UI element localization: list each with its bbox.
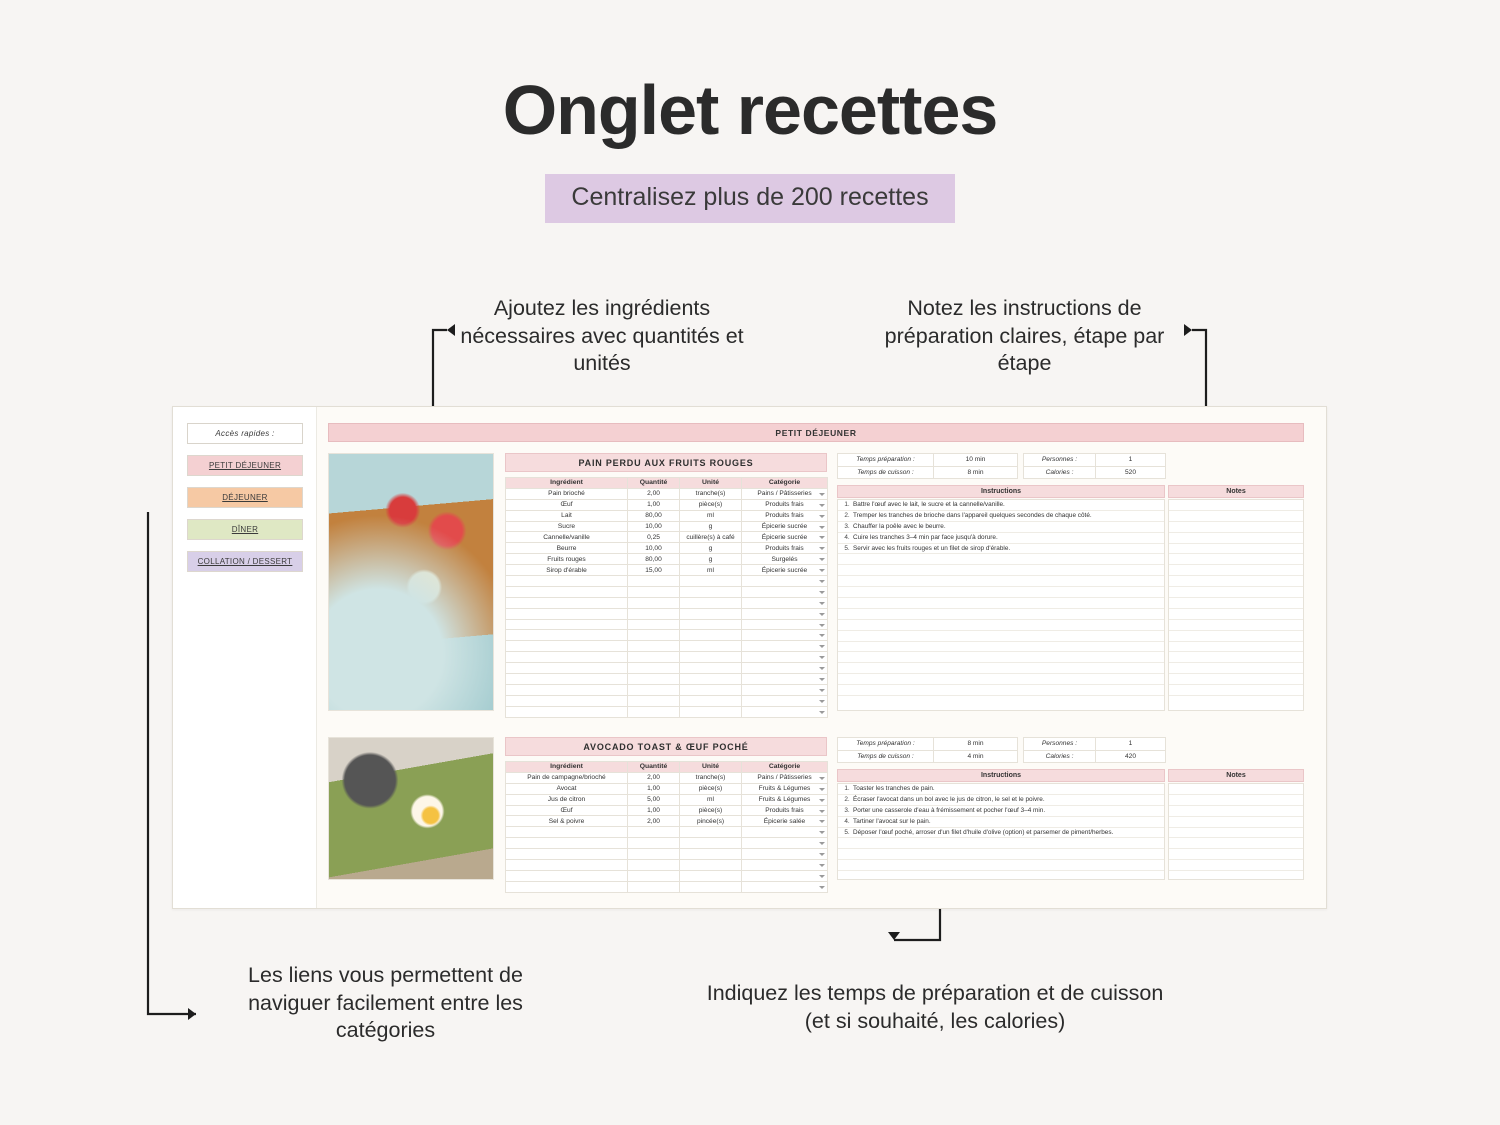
- instruction-row: [838, 860, 1164, 871]
- table-row: [506, 641, 828, 652]
- instruction-text[interactable]: Servir avec les fruits rouges et un filet de sirop d'érable.: [853, 545, 1011, 552]
- value-cook-time[interactable]: 4 min: [934, 750, 1018, 763]
- notes-row: [1169, 587, 1303, 598]
- table-row: Œuf 1,00 pièce(s) Produits frais: [506, 805, 828, 816]
- table-row: Lait 80,00 ml Produits frais: [506, 510, 828, 521]
- notes-row: [1169, 838, 1303, 849]
- table-row: [506, 881, 828, 892]
- step-number: 4.: [844, 818, 850, 826]
- col-categorie: Catégorie: [742, 762, 828, 773]
- table-row: [506, 597, 828, 608]
- table-row: Sel & poivre 2,00 pincée(s) Épicerie salée: [506, 816, 828, 827]
- col-quantite: Quantité: [628, 478, 680, 489]
- time-table[interactable]: [837, 737, 1018, 763]
- label-calories: Calories :: [1024, 466, 1096, 479]
- recipes-area: [317, 407, 1326, 908]
- value-prep-time[interactable]: 8 min: [934, 738, 1018, 751]
- instruction-text[interactable]: Battre l'œuf avec le lait, le sucre et la cannelle/vanille.: [853, 501, 1005, 509]
- sidebar-item-dejeuner[interactable]: DÉJEUNER: [187, 487, 303, 508]
- instruction-row: [838, 663, 1164, 674]
- table-row: Avocat 1,00 pièce(s) Fruits & Légumes: [506, 783, 828, 794]
- notes-row: [1169, 652, 1303, 663]
- table-row: Beurre 10,00 g Produits frais: [506, 543, 828, 554]
- label-prep-time: Temps préparation :: [838, 454, 934, 467]
- notes-row: [1169, 500, 1303, 511]
- table-row: [506, 663, 828, 674]
- page-subtitle: Centralisez plus de 200 recettes: [545, 174, 954, 223]
- table-row: Jus de citron 5,00 ml Fruits & Légumes: [506, 794, 828, 805]
- instruction-row: [838, 554, 1164, 565]
- table-row: [506, 860, 828, 871]
- annotation-links: Les liens vous permettent de naviguer facilement entre les catégories: [248, 963, 523, 1043]
- annotation-instructions: Notez les instructions de préparation claires, étape par étape: [884, 296, 1165, 376]
- notes-header: Notes: [1168, 769, 1304, 782]
- col-quantite: Quantité: [628, 762, 680, 773]
- table-row: [506, 586, 828, 597]
- notes-row: [1169, 860, 1303, 871]
- label-calories: Calories :: [1024, 750, 1096, 763]
- notes-row: [1169, 795, 1303, 806]
- table-row: Cannelle/vanille 0,25 cuillère(s) à café Épicerie sucrée: [506, 532, 828, 543]
- instruction-row: [838, 544, 1164, 555]
- table-row: [506, 608, 828, 619]
- notes-row: [1169, 554, 1303, 565]
- annotation-times: Indiquez les temps de préparation et de cuisson (et si souhaité, les calories): [706, 981, 1164, 1033]
- notes-header: Notes: [1168, 485, 1304, 498]
- table-row: [506, 870, 828, 881]
- label-servings: Personnes :: [1024, 738, 1096, 751]
- col-ingredient: Ingrédient: [506, 762, 628, 773]
- value-servings[interactable]: 1: [1096, 738, 1166, 751]
- table-row: [506, 619, 828, 630]
- sidebar-item-diner[interactable]: DÎNER: [187, 519, 303, 540]
- notes-row: [1169, 511, 1303, 522]
- step-number: 5.: [844, 829, 850, 836]
- quick-access-title: Accès rapides :: [187, 423, 303, 444]
- instruction-row: [838, 587, 1164, 598]
- spreadsheet-window[interactable]: [172, 406, 1327, 909]
- instruction-row: [838, 685, 1164, 696]
- instruction-row: [838, 652, 1164, 663]
- label-cook-time: Temps de cuisson :: [838, 466, 934, 479]
- instructions-box[interactable]: [837, 499, 1165, 711]
- table-row: Pain brioché 2,00 tranche(s) Pains / Pâtisseries: [506, 488, 828, 499]
- value-servings[interactable]: 1: [1096, 454, 1166, 467]
- instruction-row: [838, 620, 1164, 631]
- step-number: 1.: [844, 501, 850, 509]
- recipe-title: PAIN PERDU AUX FRUITS ROUGES: [505, 453, 827, 472]
- instruction-row: [838, 795, 1164, 806]
- label-servings: Personnes :: [1024, 454, 1096, 467]
- instructions-box[interactable]: [837, 783, 1165, 880]
- notes-row: [1169, 565, 1303, 576]
- step-number: 3.: [844, 523, 850, 531]
- recipe-photo-french-toast: [328, 453, 494, 711]
- notes-row: [1169, 817, 1303, 828]
- time-table[interactable]: [837, 453, 1018, 479]
- instruction-row: [838, 598, 1164, 609]
- notes-row: [1169, 849, 1303, 860]
- label-cook-time: Temps de cuisson :: [838, 750, 934, 763]
- value-prep-time[interactable]: 10 min: [934, 454, 1018, 467]
- instruction-row: [838, 674, 1164, 685]
- table-row: [506, 576, 828, 587]
- table-row: Œuf 1,00 pièce(s) Produits frais: [506, 499, 828, 510]
- ingredients-table[interactable]: [505, 761, 828, 893]
- recipe-photo-avocado-toast: [328, 737, 494, 880]
- value-calories[interactable]: 520: [1096, 466, 1166, 479]
- table-row: [506, 695, 828, 706]
- notes-row: [1169, 784, 1303, 795]
- servings-table[interactable]: [1023, 737, 1166, 763]
- step-number: 2.: [844, 796, 850, 804]
- col-unite: Unité: [680, 478, 742, 489]
- instruction-text[interactable]: Toaster les tranches de pain.: [853, 785, 935, 793]
- instruction-text[interactable]: Déposer l'œuf poché, arroser d'un filet d'huile d'olive (option) et parsemer de piment/herbes.: [853, 829, 1114, 836]
- instruction-row: [838, 533, 1164, 544]
- col-categorie: Catégorie: [742, 478, 828, 489]
- subtitle-wrap: [0, 174, 1500, 223]
- table-row: Sirop d'érable 15,00 ml Épicerie sucrée: [506, 565, 828, 576]
- step-number: 1.: [844, 785, 850, 793]
- instruction-text[interactable]: Tartiner l'avocat sur le pain.: [853, 818, 931, 826]
- instruction-row: [838, 609, 1164, 620]
- instructions-header: Instructions: [837, 769, 1165, 782]
- table-row: Pain de campagne/brioché 2,00 tranche(s) Pains / Pâtisseries: [506, 772, 828, 783]
- value-cook-time[interactable]: 8 min: [934, 466, 1018, 479]
- notes-row: [1169, 576, 1303, 587]
- instruction-row: [838, 806, 1164, 817]
- value-calories[interactable]: 420: [1096, 750, 1166, 763]
- notes-row: [1169, 828, 1303, 839]
- notes-row: [1169, 620, 1303, 631]
- sidebar-item-collation[interactable]: COLLATION / DESSERT: [187, 551, 303, 572]
- instruction-row: [838, 511, 1164, 522]
- table-row: [506, 630, 828, 641]
- table-row: [506, 838, 828, 849]
- ingredients-table[interactable]: [505, 477, 828, 718]
- col-unite: Unité: [680, 762, 742, 773]
- instruction-row: [838, 828, 1164, 839]
- page-title: Onglet recettes: [502, 71, 998, 149]
- instruction-text[interactable]: Cuire les tranches 3–4 min par face jusqu'à dorure.: [853, 534, 998, 542]
- notes-row: [1169, 663, 1303, 674]
- table-row: [506, 674, 828, 685]
- table-row: Fruits rouges 80,00 g Surgelés: [506, 554, 828, 565]
- notes-row: [1169, 598, 1303, 609]
- instruction-row: [838, 631, 1164, 642]
- notes-box[interactable]: [1168, 499, 1304, 711]
- spreadsheet-canvas: [173, 407, 1326, 908]
- instruction-row: [838, 576, 1164, 587]
- notes-row: [1169, 522, 1303, 533]
- instruction-row: [838, 849, 1164, 860]
- col-ingredient: Ingrédient: [506, 478, 628, 489]
- recipe-title: AVOCADO TOAST & ŒUF POCHÉ: [505, 737, 827, 756]
- notes-row: [1169, 609, 1303, 620]
- notes-row: [1169, 685, 1303, 696]
- label-prep-time: Temps préparation :: [838, 738, 934, 751]
- table-row: [506, 827, 828, 838]
- step-number: 4.: [844, 534, 850, 542]
- servings-table[interactable]: [1023, 453, 1166, 479]
- step-number: 2.: [844, 512, 850, 520]
- table-row: [506, 706, 828, 717]
- notes-row: [1169, 674, 1303, 685]
- instruction-row: [838, 817, 1164, 828]
- instruction-text[interactable]: Chauffer la poêle avec le beurre.: [853, 523, 946, 531]
- notes-row: [1169, 631, 1303, 642]
- notes-row: [1169, 544, 1303, 555]
- instruction-row: [838, 838, 1164, 849]
- step-number: 5.: [844, 545, 850, 552]
- instruction-row: [838, 522, 1164, 533]
- notes-row: [1169, 533, 1303, 544]
- table-row: Sucre 10,00 g Épicerie sucrée: [506, 521, 828, 532]
- instruction-text[interactable]: Écraser l'avocat dans un bol avec le jus de citron, le sel et le poivre.: [853, 796, 1045, 804]
- instruction-row: [838, 642, 1164, 653]
- table-row: [506, 684, 828, 695]
- section-banner: PETIT DÉJEUNER: [328, 423, 1304, 442]
- sidebar-item-petit-dejeuner[interactable]: PETIT DÉJEUNER: [187, 455, 303, 476]
- instruction-row: [838, 565, 1164, 576]
- instruction-row: [838, 500, 1164, 511]
- table-row: [506, 849, 828, 860]
- step-number: 3.: [844, 807, 850, 815]
- instruction-text[interactable]: Tremper les tranches de brioche dans l'appareil quelques secondes de chaque côté.: [853, 512, 1092, 520]
- notes-row: [1169, 642, 1303, 653]
- table-row: [506, 652, 828, 663]
- annotation-ingredients: Ajoutez les ingrédients nécessaires avec quantités et unités: [460, 296, 744, 376]
- quick-access-sidebar: [173, 407, 317, 908]
- instruction-text[interactable]: Porter une casserole d'eau à frémissement et pocher l'œuf 3–4 min.: [853, 807, 1046, 815]
- notes-row: [1169, 806, 1303, 817]
- instructions-header: Instructions: [837, 485, 1165, 498]
- instruction-row: [838, 784, 1164, 795]
- notes-box[interactable]: [1168, 783, 1304, 880]
